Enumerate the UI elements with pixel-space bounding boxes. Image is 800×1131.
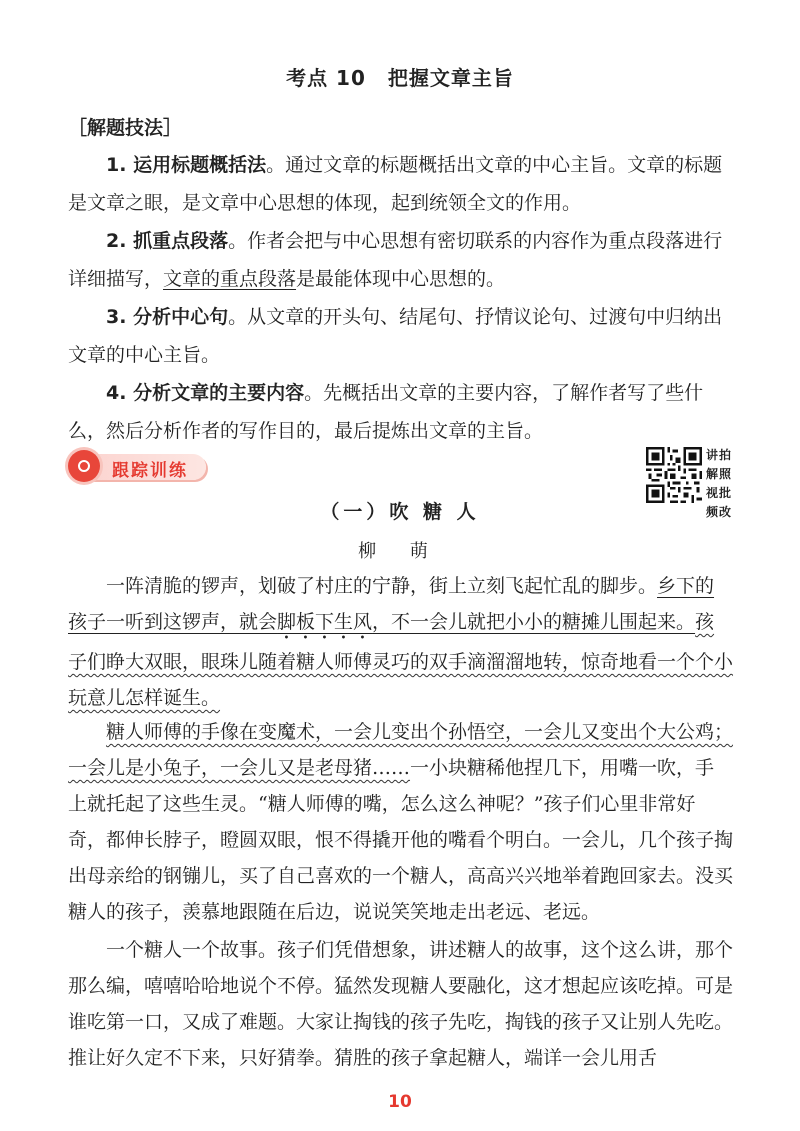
- qr-caption-char: 改: [719, 505, 732, 519]
- title-prefix: 考点 10: [286, 66, 366, 90]
- qr-caption-char: 视: [706, 486, 719, 500]
- tip-3-num: 3.: [106, 306, 127, 328]
- story-paragraph-2: [68, 714, 733, 930]
- tip-4-num: 4.: [106, 382, 127, 404]
- qr-caption-char: 频: [706, 505, 719, 519]
- tip-4-body: 。先概括出文章的主要内容，了解作者写了些什么，然后分析作者的写作目的，最后提炼出文章的主旨。: [68, 382, 704, 442]
- tip-2-num: 2.: [106, 230, 127, 252]
- tip-1-body: 。通过文章的标题概括出文章的中心主旨。文章的标题是文章之眼，是文章中心思想的体现，起到统领全文的作用。: [68, 154, 723, 214]
- tip-4-head: 分析文章的主要内容: [133, 382, 305, 404]
- p1-plain: 一阵清脆的锣声，划破了村庄的宁静，街上立刻飞起忙乱的脚步。: [106, 575, 658, 597]
- page-number: 10: [388, 1092, 412, 1112]
- timer-icon: [68, 450, 100, 482]
- qr-caption-char: 解: [706, 467, 719, 481]
- tip-2: [68, 222, 733, 298]
- section-label: ［解题技法］: [68, 117, 183, 139]
- story-author: 柳 萌: [358, 541, 442, 562]
- tip-2-head: 抓重点段落: [133, 230, 229, 252]
- tip-2-body-a: 。作者会把与中心思想有密切联系的内容作为重点段落进行详细描写，: [68, 230, 723, 290]
- p1-underlined-2: ，不一会儿就把小小的糖摊儿围起来。: [372, 611, 696, 633]
- qr-caption-char: 照: [719, 467, 732, 481]
- p2-rest: 一小块糖稀他捏几下，用嘴一吹，手上就托起了这些生灵。“糖人师傅的嘴，怎么这么神呢？”孩子们心里非常好奇，都伸长脖子，瞪圆双眼，恨不得撬开他的嘴看个明白。一会儿，几个孩子掏出母亲给的钢镚儿，买了自己喜欢的一个糖人，高高兴兴地举着跑回家去。没买糖人的孩子，羡慕地跟随在后边，说说笑笑地走出老远、老远。: [68, 757, 734, 923]
- tip-1: [68, 146, 733, 222]
- story-paragraph-3: 一个糖人一个故事。孩子们凭借想象，讲述糖人的故事，这个这么讲，那个那么编，嘻嘻哈哈地说个不停。猛然发现糖人要融化，这才想起应该吃掉。可是谁吃第一口，又成了难题。大家让掏钱的孩子先吃，掏钱的孩子又让别人先吃。推让好久定不下来，只好猜拳。猜胜的孩子拿起糖人，端详一会儿用舌: [68, 939, 734, 1069]
- story-title: （一）吹 糖 人: [320, 501, 480, 523]
- tip-4: [68, 374, 733, 450]
- p1-underlined-1: 乡下的孩子一听到这锣声，就会: [68, 575, 715, 633]
- qr-caption-char: 讲: [706, 448, 719, 462]
- badge-label: 跟踪训练: [112, 461, 188, 481]
- tracking-practice-badge: [68, 450, 206, 484]
- story-paragraph-1: [68, 568, 733, 716]
- p1-dotted-phrase: 脚板下生风: [277, 611, 373, 633]
- qr-code-icon[interactable]: [646, 447, 702, 503]
- tip-2-body-b: 是最能体现中心思想的。: [296, 268, 506, 290]
- tip-1-num: 1.: [106, 154, 127, 176]
- qr-caption-char: 批: [719, 486, 732, 500]
- qr-caption-char: 拍: [719, 448, 732, 462]
- title-text: 把握文章主旨: [387, 66, 514, 90]
- tip-3-head: 分析中心句: [133, 306, 229, 328]
- page-title: [0, 62, 800, 91]
- tip-1-head: 运用标题概括法: [133, 154, 267, 176]
- p1-wavy: 孩子们睁大双眼，眼珠儿随着糖人师傅灵巧的双手滴溜溜地转，惊奇地看一个个小玩意儿怎样诞生。: [68, 611, 734, 709]
- p2-wavy: 糖人师傅的手像在变魔术，一会儿变出个孙悟空，一会儿又变出个大公鸡；一会儿是小兔子，一会儿又是老母猪……: [68, 721, 734, 779]
- tip-2-underlined: 文章的重点段落: [163, 268, 297, 290]
- tip-3: [68, 298, 733, 374]
- tip-3-body: 。从文章的开头句、结尾句、抒情议论句、过渡句中归纳出文章的中心主旨。: [68, 306, 723, 366]
